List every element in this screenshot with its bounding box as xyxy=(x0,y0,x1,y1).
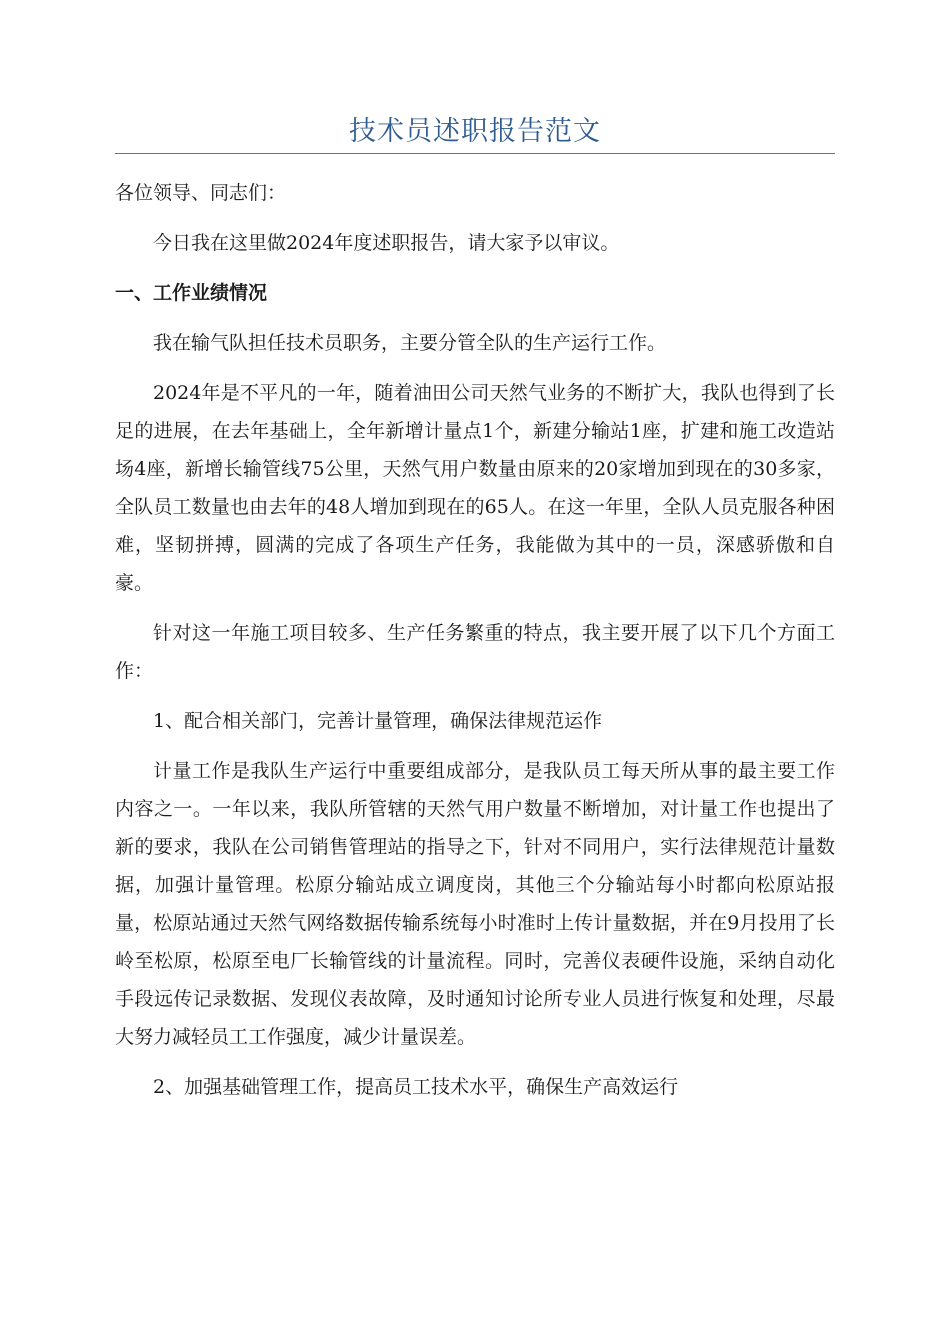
section-heading-1: 一、工作业绩情况 xyxy=(115,282,268,304)
paragraph-achievements: 2024年是不平凡的一年，随着油田公司天然气业务的不断扩大，我队也得到了长足的进展，在去年基础上，全年新增计量点1个，新建分输站1座，扩建和施工改造站场4座，新增长输管线75公里，天然气用户数量由原来的20家增加到现在的30多家，全队员工数量也由去年的48人增加到现在的65人。在这一年里，全队人员克服各种困难，坚韧拼搏，圆满的完成了各项生产任务，我能做为其中的一员，深感骄傲和自豪。 xyxy=(115,382,835,594)
intro-paragraph: 今日我在这里做2024年度述职报告，请大家予以审议。 xyxy=(153,232,620,254)
paragraph-metering: 计量工作是我队生产运行中重要组成部分，是我队员工每天所从事的最主要工作内容之一。一年以来，我队所管辖的天然气用户数量不断增加，对计量工作也提出了新的要求，我队在公司销售管理站的指导之下，针对不同用户，实行法律规范计量数据，加强计量管理。松原分输站成立调度岗，其他三个分输站每小时都向松原站报量，松原站通过天然气网络数据传输系统每小时准时上传计量数据，并在9月投用了长岭至松原，松原至电厂长输管线的计量流程。同时，完善仪表硬件设施，采纳自动化手段远传记录数据、发现仪表故障，及时通知讨论所专业人员进行恢复和处理，尽最大努力减轻员工工作强度，减少计量误差。 xyxy=(115,760,835,1048)
subheading-item-2: 2、加强基础管理工作，提高员工技术水平，确保生产高效运行 xyxy=(153,1076,679,1098)
title-underline xyxy=(115,153,835,154)
salutation: 各位领导、同志们： xyxy=(115,182,287,204)
paragraph-role: 我在输气队担任技术员职务，主要分管全队的生产运行工作。 xyxy=(153,332,667,354)
document-body xyxy=(115,174,835,1118)
subheading-item-1: 1、配合相关部门，完善计量管理，确保法律规范运作 xyxy=(153,710,603,732)
document-title: 技术员述职报告范文 xyxy=(349,116,601,147)
paragraph-work-overview: 针对这一年施工项目较多、生产任务繁重的特点，我主要开展了以下几个方面工作： xyxy=(115,622,835,682)
